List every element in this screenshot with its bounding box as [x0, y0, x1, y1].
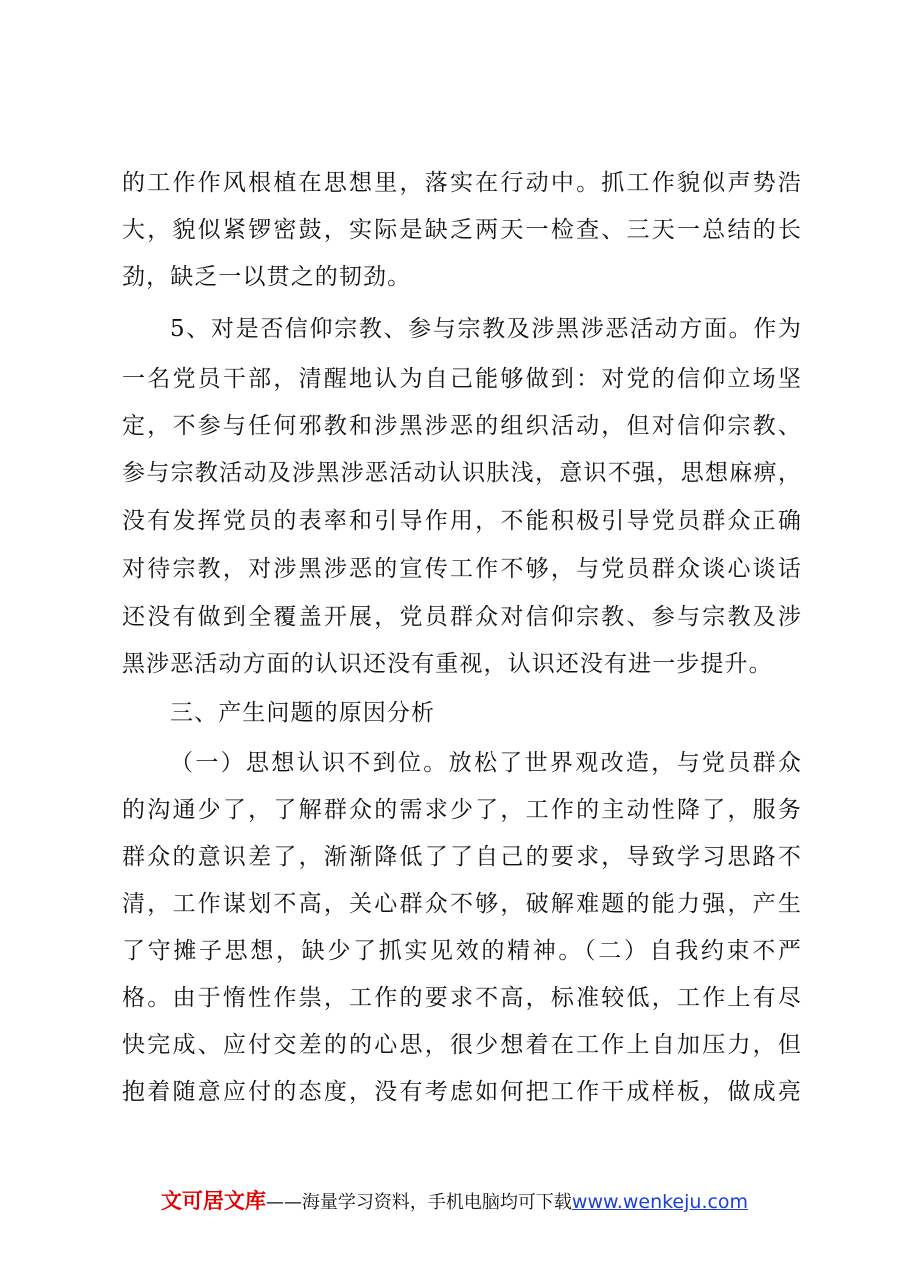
paragraph-line: 还没有做到全覆盖开展，党员群众对信仰宗教、参与宗教及涉	[122, 604, 802, 630]
section-heading: 三、产生问题的原因分析	[170, 700, 436, 726]
paragraph-line: 定，不参与任何邪教和涉黑涉恶的组织活动，但对信仰宗教、	[122, 413, 802, 439]
paragraph-line: 的工作作风根植在思想里，落实在行动中。抓工作貌似声势浩	[122, 170, 802, 196]
paragraph-line: 一名党员干部，清醒地认为自己能够做到：对党的信仰立场坚	[122, 366, 802, 392]
paragraph-line: 黑涉恶活动方面的认识还没有重视，认识还没有进一步提升。	[122, 651, 773, 677]
footer-tagline: ——海量学习资料，手机电脑均可下载	[265, 1192, 572, 1213]
paragraph-line: 快完成、应付交差的的心思，很少想着在工作上自加压力，但	[122, 1032, 802, 1058]
footer-brand: 文可居文库	[160, 1189, 266, 1213]
paragraph-line: 没有发挥党员的表率和引导作用，不能积极引导党员群众正确	[122, 508, 802, 534]
paragraph-line: 参与宗教活动及涉黑涉恶活动认识肤浅，意识不强，思想麻痹，	[122, 460, 802, 486]
paragraph-line: 格。由于惰性作祟，工作的要求不高，标准较低，工作上有尽	[122, 985, 802, 1011]
paragraph-line: 抱着随意应付的态度，没有考虑如何把工作干成样板，做成亮	[122, 1079, 802, 1105]
paragraph-line: 大，貌似紧锣密鼓，实际是缺乏两天一检查、三天一总结的长	[122, 217, 802, 243]
paragraph-line: 5、对是否信仰宗教、参与宗教及涉黑涉恶活动方面。作为	[170, 316, 802, 342]
paragraph-line: 群众的意识差了，渐渐降低了了自己的要求，导致学习思路不	[122, 844, 802, 870]
paragraph-line: 清，工作谋划不高，关心群众不够，破解难题的能力强，产生	[122, 891, 802, 917]
paragraph-line: 的沟通少了，了解群众的需求少了，工作的主动性降了，服务	[122, 797, 802, 823]
footer-link[interactable]: www.wenkeju.com	[571, 1191, 749, 1213]
paragraph-line: 劲，缺乏一以贯之的韧劲。	[122, 264, 412, 290]
paragraph-line: 对待宗教，对涉黑涉恶的宣传工作不够，与党员群众谈心谈话	[122, 556, 802, 582]
page-footer	[0, 1185, 909, 1215]
paragraph-line: 了守摊子思想，缺少了抓实见效的精神。（二）自我约束不严	[122, 938, 802, 964]
paragraph-line: （一）思想认识不到位。放松了世界观改造，与党员群众	[170, 750, 802, 776]
